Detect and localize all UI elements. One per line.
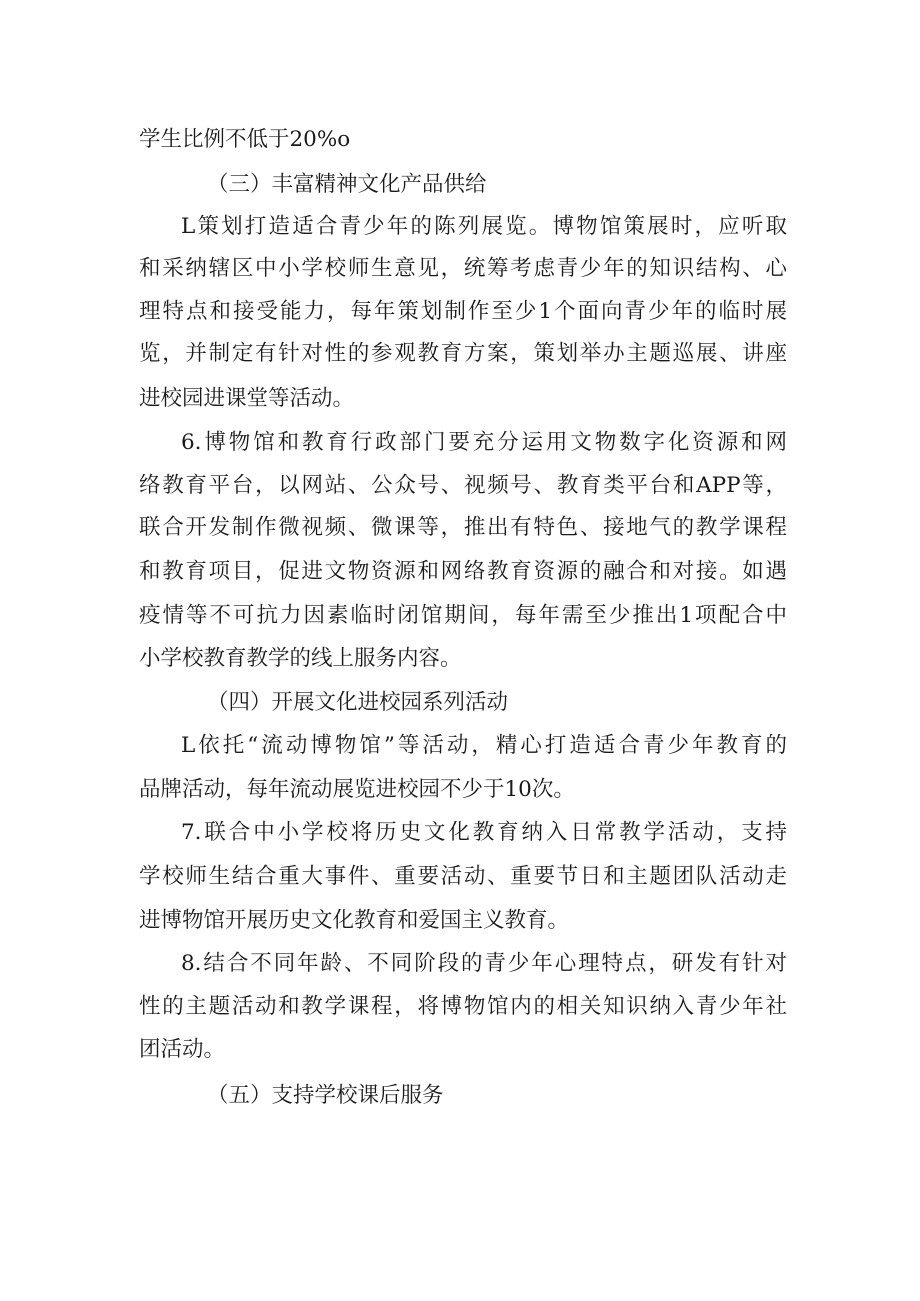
paragraph-line: 团活动。	[139, 1037, 226, 1062]
paragraph-line: L依托“流动博物馆”等活动，精心打造适合青少年教育的	[181, 733, 787, 758]
paragraph-line: 进博物馆开展历史文化教育和爱国主义教育。	[139, 908, 570, 933]
section-heading: （三）丰富精神文化产品供给	[207, 172, 487, 197]
section-heading: （四）开展文化进校园系列活动	[207, 690, 509, 715]
paragraph-line: 络教育平台，以网站、公众号、视频号、教育类平台和APP等，	[139, 473, 787, 498]
paragraph-line: 疫情等不可抗力因素临时闭馆期间，每年需至少推出1项配合中	[139, 603, 787, 628]
paragraph-line: 性的主题活动和教学课程，将博物馆内的相关知识纳入青少年社	[139, 994, 787, 1019]
paragraph-line: 和采纳辖区中小学校师生意见，统筹考虑青少年的知识结构、心	[139, 256, 787, 281]
paragraph-line: 学生比例不低于20%o	[139, 127, 351, 152]
paragraph-line: 8.结合不同年龄、不同阶段的青少年心理特点，研发有针对	[181, 951, 787, 976]
section-heading: （五）支持学校课后服务	[207, 1083, 444, 1108]
paragraph-line: 理特点和接受能力，每年策划制作至少1个面向青少年的临时展	[139, 299, 787, 324]
paragraph-line: 学校师生结合重大事件、重要活动、重要节日和主题团队活动走	[139, 864, 787, 889]
paragraph-line: 6.博物馆和教育行政部门要充分运用文物数字化资源和网	[181, 430, 787, 455]
paragraph-line: 览，并制定有针对性的参观教育方案，策划举办主题巡展、讲座	[139, 341, 787, 366]
paragraph-line: 进校园进课堂等活动。	[139, 386, 355, 411]
paragraph-line: 小学校教育教学的线上服务内容。	[139, 646, 462, 671]
paragraph-line: 品牌活动，每年流动展览进校园不少于10次。	[139, 777, 575, 802]
paragraph-line: L策划打造适合青少年的陈列展览。博物馆策展时，应听取	[181, 214, 787, 239]
paragraph-line: 7.联合中小学校将历史文化教育纳入日常教学活动，支持	[181, 820, 787, 845]
paragraph-line: 联合开发制作微视频、微课等，推出有特色、接地气的教学课程	[139, 515, 787, 540]
paragraph-line: 和教育项目，促进文物资源和网络教育资源的融合和对接。如遇	[139, 559, 787, 584]
